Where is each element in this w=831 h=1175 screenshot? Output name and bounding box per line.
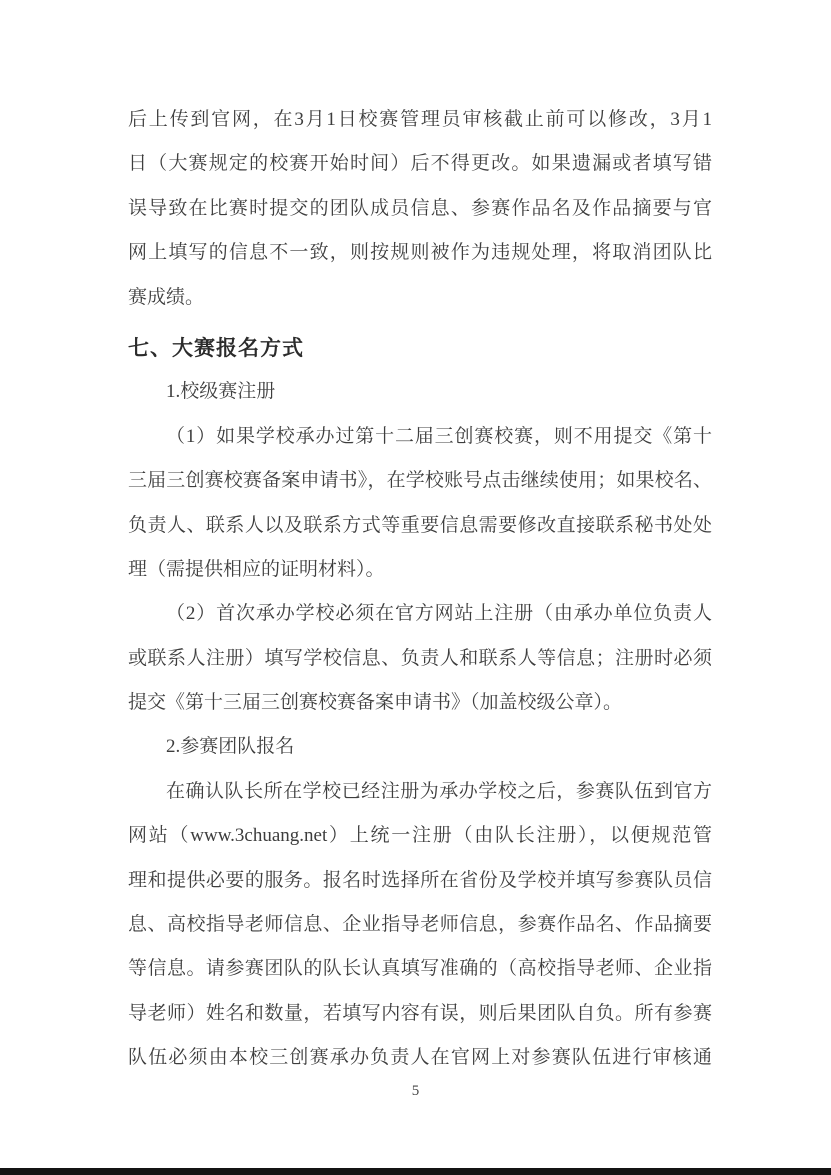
body-text-line: 提交《第十三届三创赛校赛备案申请书》（加盖校级公章）。 [128,692,623,714]
body-text-line: 等信息。请参赛团队的队长认真填写准确的（高校指导老师、企业指 [128,958,712,980]
subsection-title: 1.校级赛注册 [166,381,276,403]
body-text-line: 导老师）姓名和数量，若填写内容有误，则后果团队自负。所有参赛 [128,1002,712,1024]
page-number: 5 [411,1083,420,1099]
body-text-line: 网上填写的信息不一致，则按规则被作为违规处理，将取消团队比 [128,242,712,264]
body-text-line: 负责人、联系人以及联系方式等重要信息需要修改直接联系秘书处处 [128,514,712,536]
body-text-line: 误导致在比赛时提交的团队成员信息、参赛作品名及作品摘要与官 [128,197,712,219]
body-text-line: 三届三创赛校赛备案申请书》，在学校账号点击继续使用；如果校名、 [128,470,712,492]
subsection-title: 2.参赛团队报名 [166,736,295,758]
body-text-line: 或联系人注册）填写学校信息、负责人和联系人等信息；注册时必须 [128,647,712,669]
body-text-line: 网站（www.3chuang.net）上统一注册（由队长注册），以便规范管 [128,825,712,847]
document-body [128,98,712,1081]
body-text-line: 息、高校指导老师信息、企业指导老师信息，参赛作品名、作品摘要 [128,914,712,936]
body-text-line: （2）首次承办学校必须在官方网站上注册（由承办单位负责人 [166,603,712,625]
body-text-line: 理（需提供相应的证明材料）。 [128,558,385,580]
section-heading: 七、大赛报名方式 [128,335,304,360]
body-text-line: 日（大赛规定的校赛开始时间）后不得更改。如果遗漏或者填写错 [128,153,712,175]
body-text-line: 队伍必须由本校三创赛承办负责人在官网上对参赛队伍进行审核通 [128,1047,712,1069]
body-text-line: 理和提供必要的服务。报名时选择所在省份及学校并填写参赛队员信 [128,869,712,891]
bottom-edge-bar [0,1168,831,1175]
body-text-line: 在确认队长所在学校已经注册为承办学校之后，参赛队伍到官方 [166,780,712,802]
body-text-line: 后上传到官网，在3月1日校赛管理员审核截止前可以修改，3月1 [128,109,712,130]
body-text-line: 赛成绩。 [128,286,205,308]
body-text-line: （1）如果学校承办过第十二届三创赛校赛，则不用提交《第十 [166,425,712,447]
